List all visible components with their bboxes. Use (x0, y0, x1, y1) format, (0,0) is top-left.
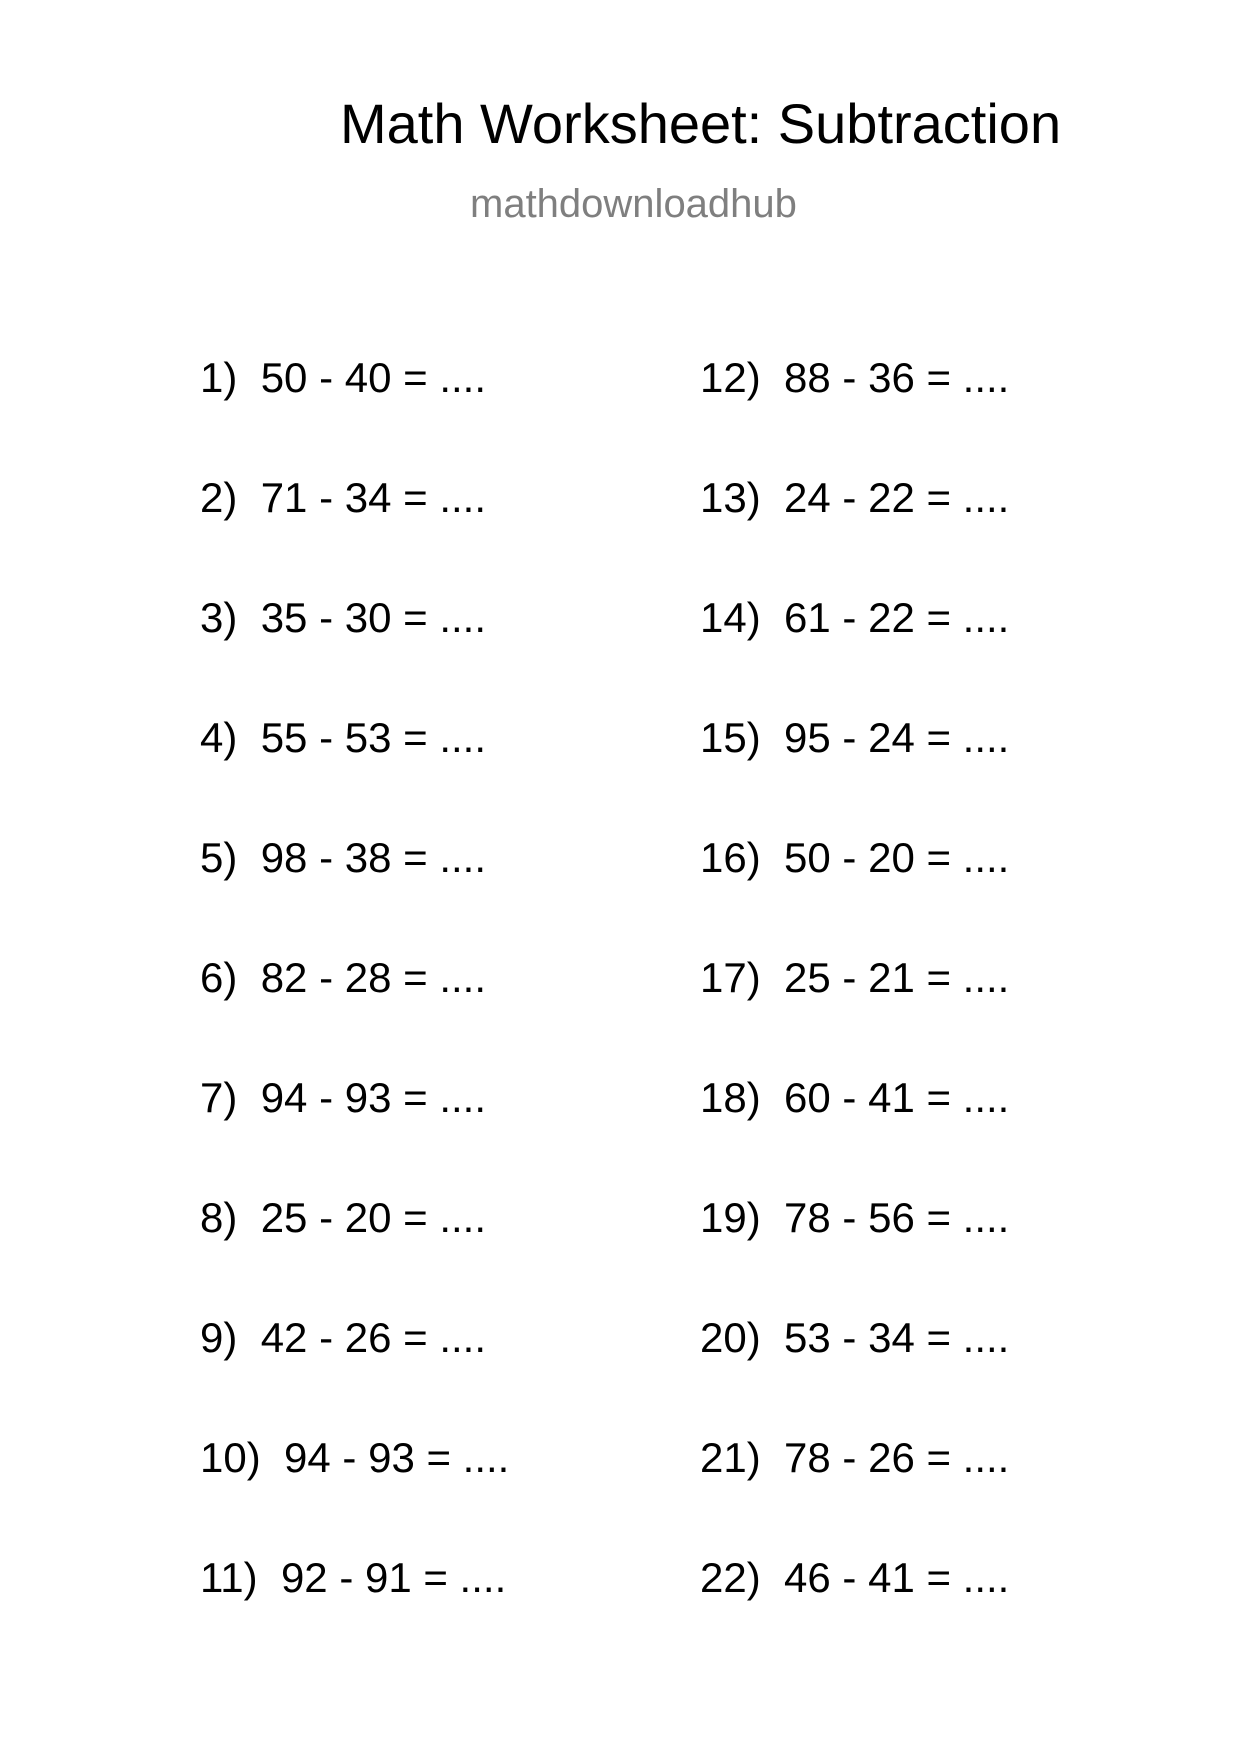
problem-number: 17) (700, 954, 761, 1001)
problem-expression: 35 - 30 = .... (260, 594, 487, 641)
problem-item (200, 1194, 487, 1241)
problem-item (700, 1194, 1010, 1241)
problem-number: 11) (200, 1554, 258, 1601)
problem-item (700, 474, 1010, 521)
problem-expression: 50 - 20 = .... (784, 834, 1010, 881)
problem-number: 6) (200, 954, 238, 1001)
problem-number: 14) (700, 594, 761, 641)
problem-expression: 25 - 21 = .... (784, 954, 1010, 1001)
problem-expression: 78 - 56 = .... (784, 1194, 1010, 1241)
problem-expression: 60 - 41 = .... (784, 1074, 1010, 1121)
problem-item (700, 954, 1010, 1001)
problem-item (200, 1554, 507, 1601)
problem-item (700, 594, 1010, 641)
problem-expression: 53 - 34 = .... (784, 1314, 1010, 1361)
problem-expression: 71 - 34 = .... (260, 474, 487, 521)
problem-expression: 50 - 40 = .... (260, 354, 487, 401)
problem-expression: 88 - 36 = .... (784, 354, 1010, 401)
problem-item (200, 1314, 487, 1361)
problem-item (200, 1434, 510, 1481)
problem-number: 12) (700, 354, 761, 401)
problem-number: 7) (200, 1074, 238, 1121)
problem-item (700, 834, 1010, 881)
problem-expression: 24 - 22 = .... (784, 474, 1010, 521)
problem-expression: 61 - 22 = .... (784, 594, 1010, 641)
problem-expression: 94 - 93 = .... (284, 1434, 510, 1481)
problem-item (700, 714, 1010, 761)
problem-expression: 42 - 26 = .... (260, 1314, 487, 1361)
problem-number: 9) (200, 1314, 238, 1361)
problem-number: 16) (700, 834, 761, 881)
problem-expression: 78 - 26 = .... (784, 1434, 1010, 1481)
problem-item (200, 594, 487, 641)
problem-number: 8) (200, 1194, 238, 1241)
problem-number: 5) (200, 834, 238, 881)
problem-number: 15) (700, 714, 761, 761)
problem-expression: 98 - 38 = .... (260, 834, 487, 881)
problem-item (700, 354, 1010, 401)
problem-number: 3) (200, 594, 238, 641)
problem-number: 2) (200, 474, 238, 521)
problem-number: 10) (200, 1434, 261, 1481)
problem-number: 19) (700, 1194, 761, 1241)
problem-expression: 94 - 93 = .... (260, 1074, 487, 1121)
worksheet-subtitle: mathdownloadhub (470, 182, 797, 226)
problem-item (200, 954, 487, 1001)
problem-number: 1) (200, 354, 238, 401)
problem-item (700, 1074, 1010, 1121)
problem-expression: 46 - 41 = .... (784, 1554, 1010, 1601)
problem-number: 18) (700, 1074, 761, 1121)
problem-item (200, 714, 487, 761)
problem-item (700, 1554, 1010, 1601)
problem-number: 21) (700, 1434, 761, 1481)
problem-expression: 55 - 53 = .... (260, 714, 487, 761)
problem-number: 13) (700, 474, 761, 521)
problem-item (200, 474, 487, 521)
problem-expression: 95 - 24 = .... (784, 714, 1010, 761)
problem-item (700, 1434, 1010, 1481)
problem-expression: 92 - 91 = .... (280, 1554, 507, 1601)
problem-item (200, 354, 487, 401)
problem-number: 4) (200, 714, 238, 761)
problem-expression: 82 - 28 = .... (260, 954, 487, 1001)
problem-number: 20) (700, 1314, 761, 1361)
problem-expression: 25 - 20 = .... (260, 1194, 487, 1241)
worksheet-title: Math Worksheet: Subtraction (340, 92, 1062, 155)
problem-item (700, 1314, 1010, 1361)
problem-number: 22) (700, 1554, 761, 1601)
problem-item (200, 1074, 487, 1121)
problem-item (200, 834, 487, 881)
